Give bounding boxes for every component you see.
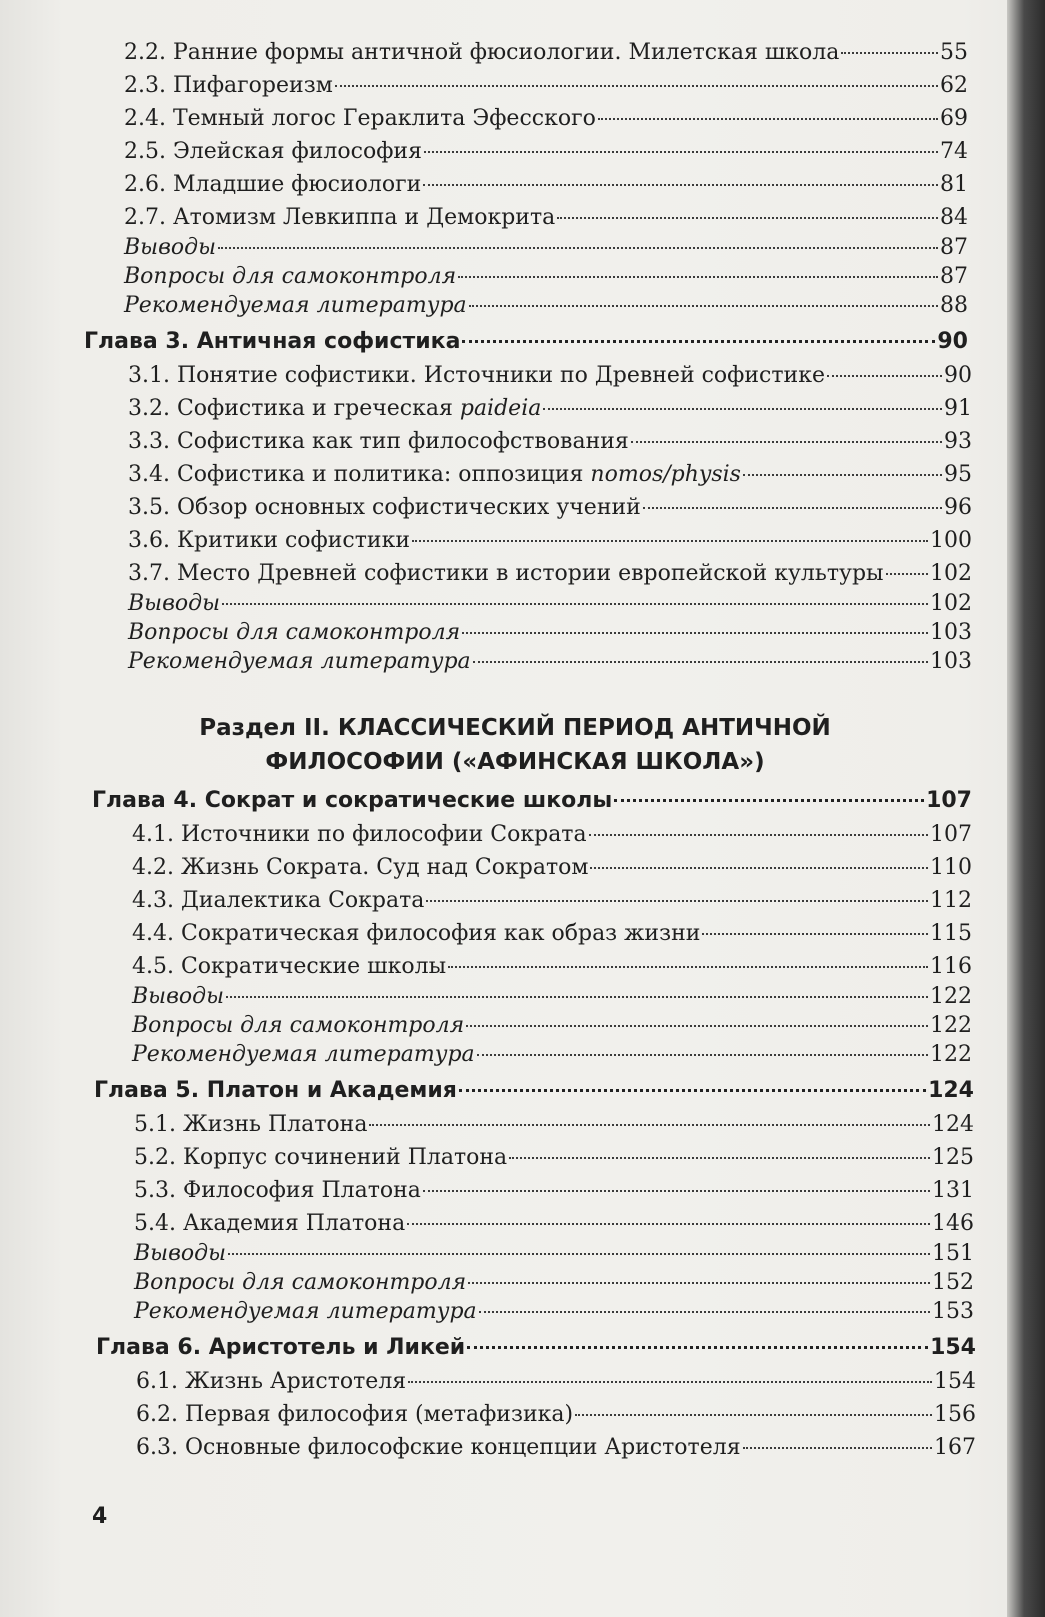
toc-entry-title: Выводы — [128, 591, 220, 616]
toc-entry-title: 3.1. Понятие софистики. Источники по Древней софистике — [128, 363, 825, 388]
toc-entry — [128, 394, 972, 424]
toc-entry — [124, 104, 968, 134]
leader-dots — [335, 85, 938, 87]
leader-dots — [218, 247, 938, 249]
toc-entry-title: Рекомендуемая литература — [132, 1042, 475, 1067]
toc-entry — [136, 1400, 976, 1430]
toc-entry — [124, 262, 968, 292]
section-heading-line2: ФИЛОСОФИИ («АФИНСКАЯ ШКОЛА») — [265, 749, 765, 775]
toc-entry-title: Вопросы для самоконтроля — [124, 264, 457, 289]
toc-entry-title: 5.1. Жизнь Платона — [134, 1112, 368, 1137]
toc-entry — [134, 1268, 974, 1298]
toc-entry-title: Выводы — [124, 235, 216, 260]
toc-entry-title: Вопросы для самоконтроля — [128, 620, 461, 645]
toc-entry-title-term: paideia — [459, 396, 542, 421]
leader-dots — [412, 540, 928, 542]
leader-dots — [458, 276, 938, 278]
leader-dots — [886, 573, 928, 575]
leader-dots — [477, 1054, 928, 1056]
leader-dots — [408, 1381, 932, 1383]
toc-entry-title: 5.3. Философия Платона — [134, 1178, 421, 1203]
leader-dots — [631, 441, 942, 443]
leader-dots — [222, 603, 928, 605]
toc-entry — [132, 1040, 972, 1070]
toc-entry — [134, 1143, 974, 1173]
toc-entry — [132, 919, 972, 949]
leader-dots — [448, 966, 928, 968]
toc-entry — [128, 460, 972, 490]
leader-dots — [509, 1157, 930, 1159]
chapter-page: 124 — [928, 1078, 974, 1103]
toc-entry-page: 167 — [934, 1435, 976, 1460]
toc-entry — [134, 1176, 974, 1206]
leader-dots — [702, 933, 928, 935]
toc-entry-page: 69 — [940, 106, 968, 131]
section-heading-line1: Раздел II. КЛАССИЧЕСКИЙ ПЕРИОД АНТИЧНОЙ — [199, 715, 831, 741]
leader-dots — [468, 1282, 930, 1284]
toc-entry-title: 5.2. Корпус сочинений Платона — [134, 1145, 508, 1170]
toc-entry-title-text: 3.4. Софистика и политика: оппозиция — [128, 462, 591, 487]
chapter-title: Глава 5. Платон и Академия — [94, 1078, 457, 1103]
leader-dots — [557, 217, 938, 219]
toc-entry-title: 2.5. Элейская философия — [124, 139, 422, 164]
toc-entry-title: 4.5. Сократические школы — [132, 954, 447, 979]
leader-dots — [543, 408, 942, 410]
leader-dots — [479, 1311, 930, 1313]
toc-entry — [124, 233, 968, 263]
page-number: 4 — [92, 1504, 108, 1529]
toc-entry-page: 115 — [930, 921, 972, 946]
toc-entry — [136, 1367, 976, 1397]
toc-entry — [132, 982, 972, 1012]
toc-entry-title: Вопросы для самоконтроля — [134, 1270, 467, 1295]
toc-entry-page: 62 — [940, 73, 968, 98]
toc-entry-title: 4.4. Сократическая философия как образ жизни — [132, 921, 701, 946]
leader-dots — [369, 1124, 930, 1126]
toc-entry-page: 96 — [944, 495, 972, 520]
toc-entry — [128, 361, 972, 391]
leader-dots — [743, 1447, 932, 1449]
chapter-page: 107 — [926, 788, 972, 813]
toc-entry — [136, 1433, 976, 1463]
chapter-title: Глава 3. Античная софистика — [84, 329, 461, 354]
section-heading — [80, 711, 950, 779]
leader-dots — [469, 305, 938, 307]
toc-entry-page: 116 — [930, 954, 972, 979]
toc-entry — [128, 559, 972, 589]
toc-entry-page: 110 — [930, 855, 972, 880]
toc-entry-title: 3.5. Обзор основных софистических учений — [128, 495, 641, 520]
chapter-title: Глава 6. Аристотель и Ликей — [96, 1335, 466, 1360]
toc-entry-title: 2.3. Пифагореизм — [124, 73, 333, 98]
chapter-page: 154 — [930, 1335, 976, 1360]
toc-entry-page: 124 — [932, 1112, 974, 1137]
leader-dots — [643, 507, 942, 509]
toc-entry-title: 6.2. Первая философия (метафизика) — [136, 1402, 574, 1427]
toc-entry-page: 103 — [930, 620, 972, 645]
toc-entry-page: 84 — [940, 205, 968, 230]
toc-entry-page: 87 — [940, 264, 968, 289]
toc-entry — [128, 647, 972, 677]
toc-entry-page: 87 — [940, 235, 968, 260]
leader-dots — [589, 834, 928, 836]
toc-entry-page: 154 — [934, 1369, 976, 1394]
leader-dots — [590, 867, 928, 869]
toc-entry — [134, 1297, 974, 1327]
leader-dots — [743, 474, 942, 476]
toc-entry — [132, 1011, 972, 1041]
leader-dots — [423, 184, 938, 186]
toc-entry-page: 122 — [930, 984, 972, 1009]
toc-chapter-heading — [96, 1333, 976, 1363]
leader-dots — [426, 900, 928, 902]
toc-entry — [128, 526, 972, 556]
toc-entry-page: 122 — [930, 1042, 972, 1067]
toc-entry-page: 102 — [930, 561, 972, 586]
toc-entry-title: 2.4. Темный логос Гераклита Эфесского — [124, 106, 596, 131]
toc-entry-page: 95 — [944, 462, 972, 487]
toc-entry-page: 102 — [930, 591, 972, 616]
toc-entry-title: Рекомендуемая литература — [134, 1299, 477, 1324]
toc-entry-title: 2.7. Атомизм Левкиппа и Демокрита — [124, 205, 556, 230]
toc-entry — [128, 618, 972, 648]
leader-dots — [423, 1190, 930, 1192]
toc-entry — [124, 291, 968, 321]
toc-entry-title — [128, 460, 741, 490]
toc-entry-page: 122 — [930, 1013, 972, 1038]
leader-dots — [462, 632, 928, 634]
toc-entry-page: 152 — [932, 1270, 974, 1295]
leader-dots — [226, 996, 928, 998]
toc-entry-page: 100 — [930, 528, 972, 553]
toc-entry-page: 103 — [930, 649, 972, 674]
toc-entry — [124, 170, 968, 200]
toc-entry-title: 2.6. Младшие фюсиологи — [124, 172, 422, 197]
toc-entry-page: 93 — [944, 429, 972, 454]
leader-dots — [467, 1346, 928, 1349]
toc-entry-title: 4.2. Жизнь Сократа. Суд над Сократом — [132, 855, 589, 880]
toc-entry — [134, 1239, 974, 1269]
toc-entry-title: 3.6. Критики софистики — [128, 528, 411, 553]
toc-entry — [128, 427, 972, 457]
leader-dots — [473, 661, 928, 663]
leader-dots — [462, 340, 935, 343]
toc-entry — [124, 137, 968, 167]
chapter-title: Глава 4. Сократ и сократические школы — [92, 788, 613, 813]
toc-entry-page: 74 — [940, 139, 968, 164]
toc-entry-title-term: nomos/physis — [590, 462, 741, 487]
toc-entry — [124, 203, 968, 233]
toc-entry-page: 151 — [932, 1241, 974, 1266]
leader-dots — [407, 1223, 930, 1225]
toc-entry-title: Выводы — [134, 1241, 226, 1266]
leader-dots — [841, 52, 938, 54]
toc-entry-title: Вопросы для самоконтроля — [132, 1013, 465, 1038]
leader-dots — [598, 118, 938, 120]
leader-dots — [424, 151, 938, 153]
toc-entry-title: 6.3. Основные философские концепции Аристотеля — [136, 1435, 741, 1460]
leader-dots — [575, 1414, 932, 1416]
toc-entry — [124, 38, 968, 68]
toc-entry-title: 6.1. Жизнь Аристотеля — [136, 1369, 407, 1394]
leader-dots — [827, 375, 942, 377]
toc-entry — [132, 853, 972, 883]
toc-entry-page: 91 — [944, 396, 972, 421]
leader-dots — [614, 799, 924, 802]
toc-entry-title: Рекомендуемая литература — [128, 649, 471, 674]
toc-entry-page: 81 — [940, 172, 968, 197]
toc-entry-title-text: 3.2. Софистика и греческая — [128, 396, 460, 421]
toc-entry-title: Рекомендуемая литература — [124, 293, 467, 318]
toc-entry-page: 146 — [932, 1211, 974, 1236]
chapter-page: 90 — [937, 329, 968, 354]
toc-entry — [134, 1110, 974, 1140]
leader-dots — [459, 1089, 926, 1092]
toc-entry-page: 153 — [932, 1299, 974, 1324]
toc-entry — [132, 952, 972, 982]
toc-entry-page: 90 — [944, 363, 972, 388]
toc-entry-title: 4.1. Источники по философии Сократа — [132, 822, 587, 847]
toc-entry — [128, 589, 972, 619]
toc-chapter-heading — [94, 1076, 974, 1106]
leader-dots — [228, 1253, 930, 1255]
toc-entry — [128, 493, 972, 523]
toc-entry-title: Выводы — [132, 984, 224, 1009]
toc-entry-page: 156 — [934, 1402, 976, 1427]
toc-chapter-heading — [92, 786, 972, 816]
toc-entry-page: 131 — [932, 1178, 974, 1203]
page-edge-shadow — [1007, 0, 1045, 1617]
toc-entry — [132, 886, 972, 916]
leader-dots — [466, 1025, 928, 1027]
toc-entry-title — [128, 394, 541, 424]
toc-entry-title: 3.7. Место Древней софистики в истории европейской культуры — [128, 561, 884, 586]
toc-entry-page: 107 — [930, 822, 972, 847]
toc-entry — [132, 820, 972, 850]
toc-entry-title: 4.3. Диалектика Сократа — [132, 888, 425, 913]
toc-entry-title: 5.4. Академия Платона — [134, 1211, 406, 1236]
toc-entry-page: 88 — [940, 293, 968, 318]
toc-entry-page: 112 — [930, 888, 972, 913]
toc-entry-page: 55 — [940, 40, 968, 65]
toc-entry-title: 2.2. Ранние формы античной фюсиологии. Милетская школа — [124, 40, 840, 65]
toc-entry — [124, 71, 968, 101]
toc-entry-title: 3.3. Софистика как тип философствования — [128, 429, 629, 454]
toc-entry-page: 125 — [932, 1145, 974, 1170]
toc-entry — [134, 1209, 974, 1239]
toc-chapter-heading — [84, 327, 968, 357]
